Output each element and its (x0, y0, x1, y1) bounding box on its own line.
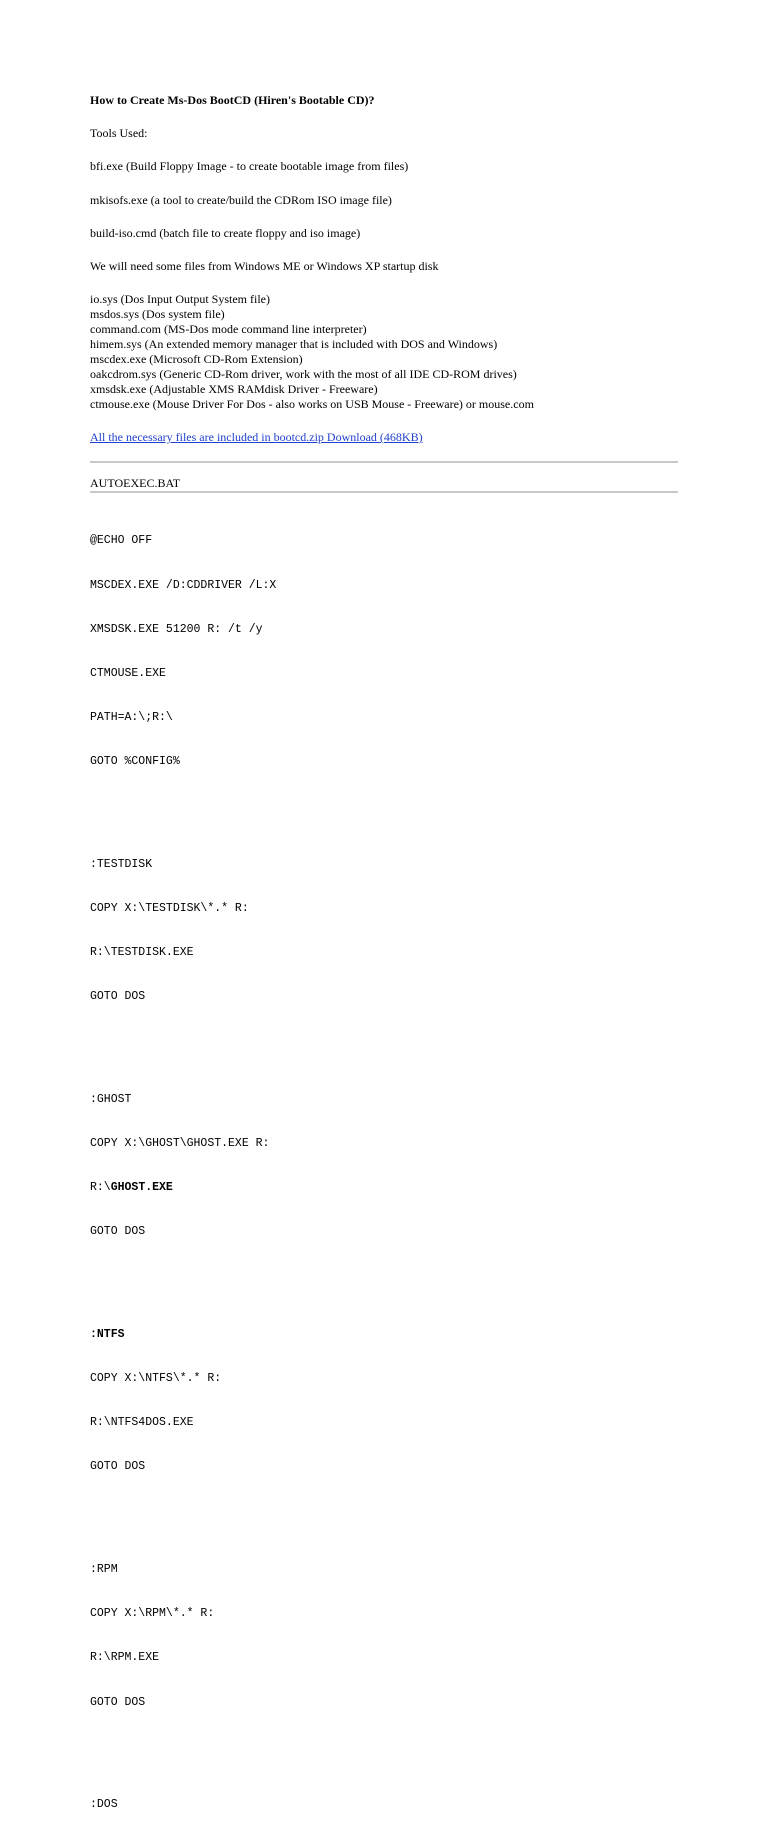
list-item: msdos.sys (Dos system file) (90, 307, 225, 321)
code-line: GOTO %CONFIG% (90, 754, 180, 768)
code-line: MSCDEX.EXE /D:CDDRIVER /L:X (90, 578, 277, 592)
list-item: ctmouse.exe (Mouse Driver For Dos - also works on USB Mouse - Freeware) or mouse.com (90, 397, 534, 411)
code-line: COPY X:\GHOST\GHOST.EXE R: (90, 1137, 270, 1151)
blank-line (90, 799, 276, 814)
code-line: :DOS (90, 1798, 118, 1812)
code-label-ntfs: :NTFS (90, 1328, 125, 1342)
code-line (90, 1181, 276, 1196)
code-line: CTMOUSE.EXE (90, 666, 166, 680)
list-item: command.com (MS-Dos mode command line interpreter) (90, 322, 367, 336)
divider-top (90, 461, 678, 463)
files-intro: We will need some files from Windows ME or Windows XP startup disk (90, 259, 439, 273)
code-line: XMSDSK.EXE 51200 R: /t /y (90, 622, 263, 636)
code-path-prefix: R:\ (90, 1181, 111, 1195)
list-item: oakcdrom.sys (Generic CD-Rom driver, work with the most of all IDE CD-ROM drives) (90, 367, 517, 381)
list-item: xmsdsk.exe (Adjustable XMS RAMdisk Driver - Freeware) (90, 382, 378, 396)
divider-bottom (90, 491, 678, 493)
tool-bfi: bfi.exe (Build Floppy Image - to create bootable image from files) (90, 159, 409, 173)
code-line: :GHOST (90, 1092, 132, 1106)
code-line: COPY X:\RPM\*.* R: (90, 1607, 215, 1621)
list-item: himem.sys (An extended memory manager that is included with DOS and Windows) (90, 337, 498, 351)
list-item: io.sys (Dos Input Output System file) (90, 292, 270, 306)
code-line: GOTO DOS (90, 990, 146, 1004)
autoexec-code-block (90, 505, 276, 1843)
code-line: COPY X:\TESTDISK\*.* R: (90, 901, 249, 915)
tool-build-iso: build-iso.cmd (batch file to create floppy and iso image) (90, 226, 361, 240)
code-line: R:\NTFS4DOS.EXE (90, 1416, 194, 1430)
blank-line (90, 1034, 276, 1049)
tools-used-label: Tools Used: (90, 126, 148, 140)
code-line: GOTO DOS (90, 1460, 146, 1474)
code-line: @ECHO OFF (90, 534, 153, 548)
code-line: :RPM (90, 1563, 118, 1577)
code-line: :TESTDISK (90, 857, 153, 871)
blank-line (90, 1504, 276, 1519)
code-line: R:\RPM.EXE (90, 1651, 160, 1665)
code-line: GOTO DOS (90, 1695, 146, 1709)
required-files-list (90, 292, 534, 412)
section-heading: AUTOEXEC.BAT (90, 476, 181, 490)
blank-line (90, 1269, 276, 1284)
code-bold-filename: GHOST.EXE (110, 1181, 173, 1195)
code-line: GOTO DOS (90, 1225, 146, 1239)
tool-mkisofs: mkisofs.exe (a tool to create/build the CDRom ISO image file) (90, 193, 392, 207)
code-line: COPY X:\NTFS\*.* R: (90, 1372, 222, 1386)
blank-line (90, 1740, 276, 1755)
download-bootcd-link[interactable]: All the necessary files are included in bootcd.zip Download (468KB) (90, 430, 423, 444)
code-line: R:\TESTDISK.EXE (90, 945, 194, 959)
list-item: mscdex.exe (Microsoft CD-Rom Extension) (90, 352, 303, 366)
page-title: How to Create Ms-Dos BootCD (Hiren's Bootable CD)? (90, 93, 375, 107)
code-line: PATH=A:\;R:\ (90, 710, 173, 724)
